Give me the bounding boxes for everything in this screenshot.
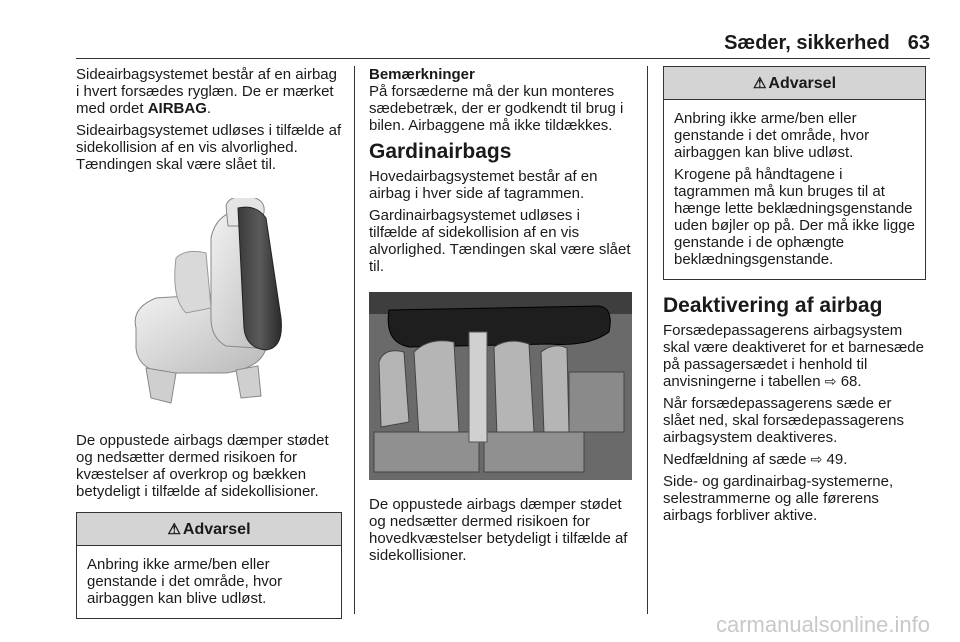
warning-box-2 — [663, 66, 926, 280]
warning-header: ⚠ Advarsel — [664, 67, 925, 100]
column-2 — [369, 66, 632, 569]
warning-box — [76, 512, 342, 619]
folded-seat-paragraph: Når forsædepassagerens sæde er slået ned, skal forsædepassagerens airbagsystem deaktiveres. — [663, 395, 904, 446]
column-3 — [663, 66, 926, 529]
section-heading-curtain-airbags: Gardinairbags — [369, 140, 512, 163]
column-divider-right — [647, 66, 648, 614]
warning-triangle-icon: ⚠ — [167, 521, 181, 538]
column-divider-left — [354, 66, 355, 614]
warning-text: Anbring ikke arme/ben eller genstande i det område, hvor airbaggen kan blive udløst. — [674, 110, 870, 161]
section-title: Sæder, sikkerhed — [724, 32, 890, 54]
curtain-airbag-paragraph: Hovedairbagsystemet består af en airbag i hver side af tagrammen. — [369, 168, 598, 202]
curtain-airbag-illustration — [369, 292, 632, 480]
watermark: carmanualsonline.info — [715, 612, 930, 637]
page-reference-arrow-icon: ⇨ — [824, 373, 837, 389]
deactivation-paragraph: Forsædepassagerens airbagsystem skal være deaktiveret for et barnesæde på passagersædet i henhold til anvisningerne i tabellen ⇨ 68. — [663, 322, 924, 390]
header-rule — [76, 58, 930, 59]
side-airbag-protection-paragraph: De oppustede airbags dæmper stødet og nedsætter dermed risikoen for kvæstelser af overkrop og bækken betydeligt i tilfælde af sidekollisioner. — [76, 432, 329, 500]
page-header — [724, 32, 930, 55]
warning-text: Anbring ikke arme/ben eller genstande i det område, hvor airbaggen kan blive udløst. — [87, 556, 283, 607]
seat-folding-reference: Nedfældning af sæde ⇨ 49. — [663, 451, 848, 468]
active-systems-paragraph: Side- og gardinairbag-systemerne, selestrammerne og alle førerens airbags forbliver aktive. — [663, 473, 894, 524]
column-1 — [76, 66, 342, 619]
warning-triangle-icon: ⚠ — [752, 75, 767, 92]
warning-text-hooks: Krogene på håndtagene i tagrammen må kun bruges til at hænge lette beklædningsgenstande uden bøjler op på. Der må ikke ligge genstande i de ophængte beklædningsgenstande. — [674, 166, 915, 268]
curtain-airbag-protection-paragraph: De oppustede airbags dæmper stødet og nedsætter dermed risikoen for hovedkvæstelser betydeligt i tilfælde af sidekollisioner. — [369, 496, 628, 564]
note-text: På forsæderne må der kun monteres sædebetræk, der er godkendt til brug i bilen. Airbaggene må ikke tildækkes. — [369, 83, 624, 134]
curtain-airbag-deploy-paragraph: Gardinairbagsystemet udløses i tilfælde af sidekollision af en vis alvorlighed. Tændingen skal være slået til. — [369, 207, 631, 275]
side-airbag-deploy-paragraph: Sideairbagsystemet udløses i tilfælde af sidekollision af en vis alvorlighed. Tændingen skal være slået til. — [76, 122, 342, 173]
page-number: 63 — [907, 32, 930, 54]
side-airbag-paragraph: Sideairbagsystemet består af en airbag i hvert forsædes ryglæn. De er mærket med ordet AIRBAG. — [76, 66, 337, 117]
warning-header: ⚠ Advarsel — [77, 513, 341, 546]
section-heading-deactivation: Deaktivering af airbag — [663, 294, 883, 317]
note-title: Bemærkninger — [369, 66, 475, 83]
page-reference-link-49[interactable]: 49 — [826, 451, 844, 468]
page-reference-link-68[interactable]: 68 — [840, 373, 858, 390]
seat-airbag-illustration — [116, 198, 336, 408]
page-reference-arrow-icon: ⇨ — [810, 451, 823, 467]
